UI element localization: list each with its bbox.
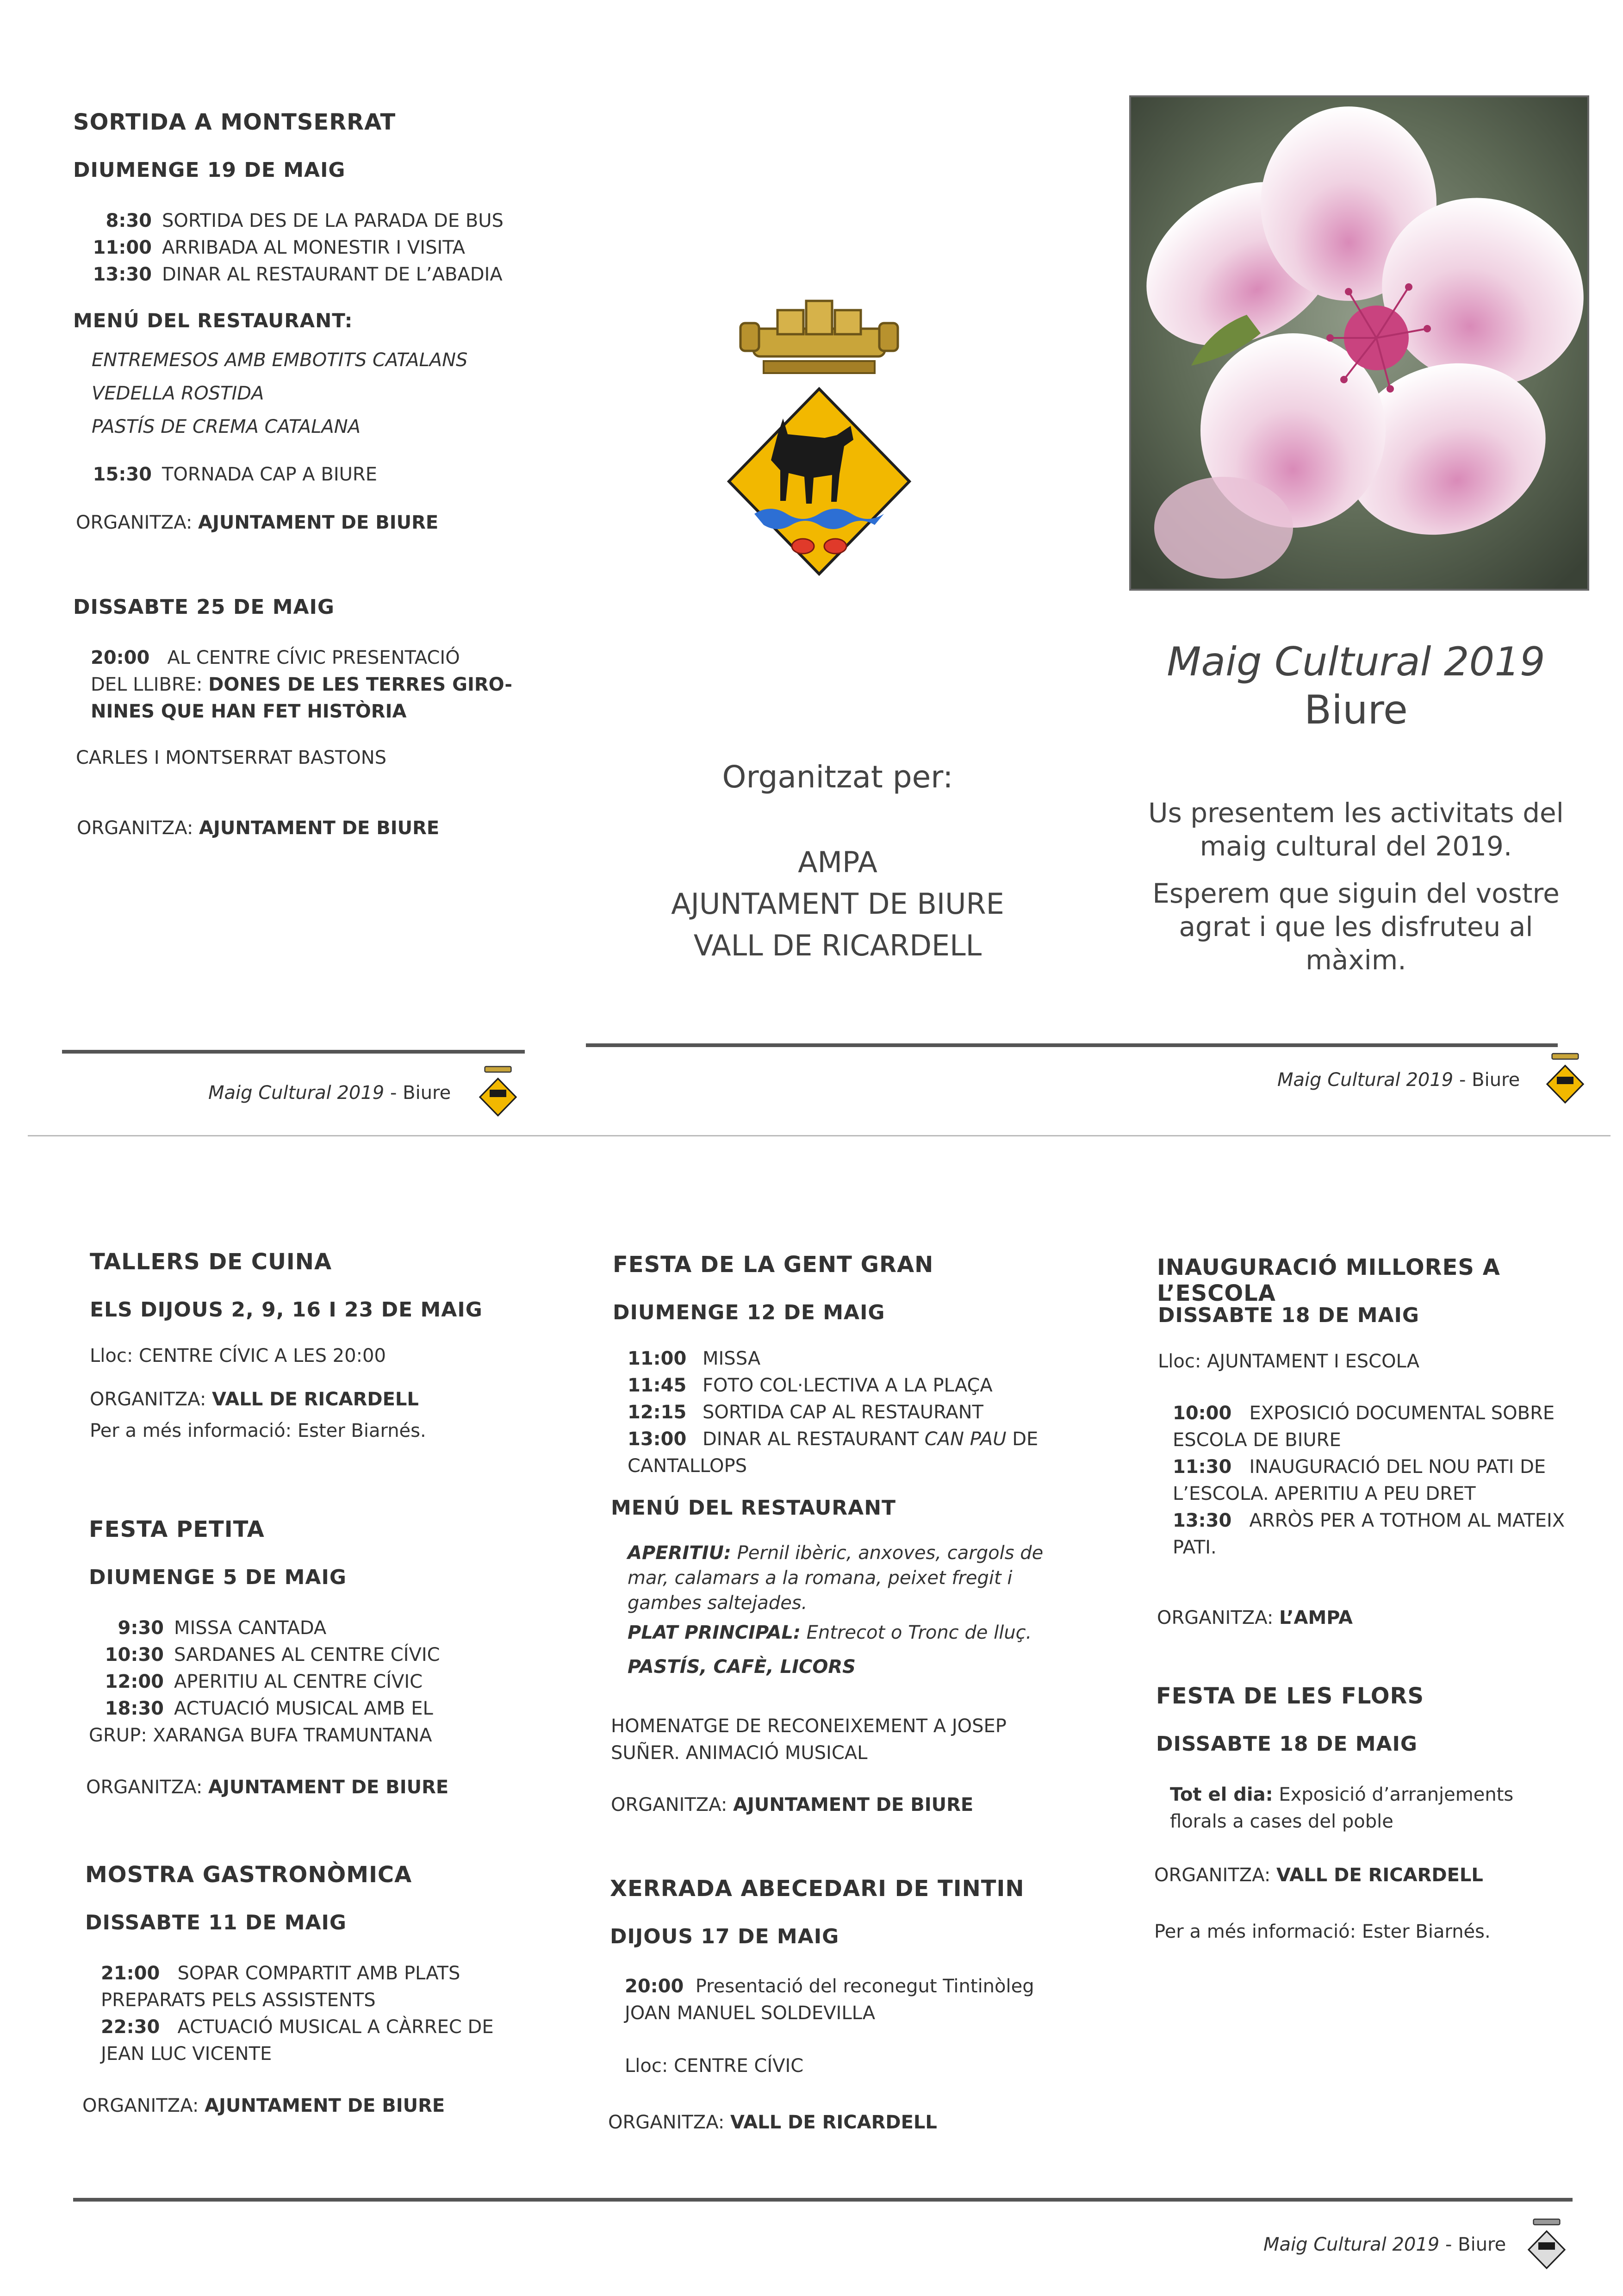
schedule-return: 15:30 TORNADA CAP A BIURE: [93, 464, 377, 485]
divider: [62, 1050, 525, 1054]
coat-of-arms-icon: [722, 296, 916, 583]
footer-bottom: Maig Cultural 2019 - Biure: [1263, 2234, 1506, 2255]
organizer-line: ORGANITZA: VALL DE RICARDELL: [608, 2112, 937, 2133]
section-date-sortida: DIUMENGE 19 DE MAIG: [73, 158, 346, 182]
schedule-row: 18:30 ACTUACIÓ MUSICAL AMB EL: [105, 1698, 433, 1719]
schedule-mostra: 21:00 SOPAR COMPARTIT AMB PLATS PREPARATS PELS ASSISTENTS 22:30 ACTUACIÓ MUSICAL A CÀRREC DE JEAN LUC VICENTE: [101, 1963, 494, 2065]
organizer-item: VALL DE RICARDELL: [693, 929, 982, 962]
organizers-list: [602, 842, 1074, 967]
event-flors: Tot el dia: Exposició d’arranjements florals a cases del poble: [1170, 1784, 1514, 1832]
menu-title: MENÚ DEL RESTAURANT:: [73, 309, 353, 332]
section-title-tintin: XERRADA ABECEDARI DE TINTIN: [610, 1876, 1025, 1902]
intro-text-2: Esperem que siguin del vostre agrat i que les disfruteu al màxim.: [1152, 878, 1560, 976]
menu-aperitiu: APERITIU: Pernil ibèric, anxoves, cargols de mar, calamars a la romana, peixet fregit i gambes saltejades.: [628, 1542, 1044, 1614]
divider: [73, 2198, 1573, 2202]
main-title: Maig Cultural 2019: [1167, 639, 1545, 685]
place-tintin: Lloc: CENTRE CÍVIC: [625, 2055, 804, 2077]
schedule-row: 9:30 MISSA CANTADA: [118, 1617, 327, 1639]
organizer-line: ORGANITZA: AJUNTAMENT DE BIURE: [76, 512, 439, 533]
organizer-line: ORGANITZA: AJUNTAMENT DE BIURE: [82, 2095, 445, 2116]
section-date-llibre: DISSABTE 25 DE MAIG: [73, 595, 335, 619]
event-tintin: 20:00 Presentació del reconegut Tintinòleg JOAN MANUEL SOLDEVILLA: [625, 1976, 1034, 2024]
event-llibre: 20:00 AL CENTRE CÍVIC PRESENTACIÓ DEL LLIBRE: DONES DE LES TERRES GIRO- NINES QUE HAN FET HISTÒRIA: [91, 647, 513, 722]
menu-plat: PLAT PRINCIPAL: Entrecot o Tronc de lluç.: [628, 1622, 1032, 1643]
schedule-row: 11:00 ARRIBADA AL MONESTIR I VISITA: [93, 237, 465, 258]
menu-item: ENTREMESOS AMB EMBOTITS CATALANS: [92, 349, 468, 371]
organizer-line: ORGANITZA: L’AMPA: [1157, 1607, 1353, 1628]
divider: [586, 1043, 1558, 1047]
main-subtitle: Biure: [1304, 687, 1408, 733]
section-title-festa-petita: FESTA PETITA: [89, 1516, 265, 1542]
section-date-mostra: DISSABTE 11 DE MAIG: [85, 1911, 347, 1934]
organizer-item: AJUNTAMENT DE BIURE: [671, 887, 1004, 921]
organized-by-label: Organitzat per:: [722, 759, 953, 795]
menu-item: PASTÍS DE CREMA CATALANA: [92, 416, 361, 437]
schedule-row: 12:00 APERITIU AL CENTRE CÍVIC: [105, 1671, 423, 1692]
footer-left: Maig Cultural 2019 - Biure: [208, 1082, 451, 1104]
footer-crest-icon: [1527, 2213, 1566, 2270]
section-title-tallers: TALLERS DE CUINA: [90, 1249, 332, 1275]
place-tallers: Lloc: CENTRE CÍVIC A LES 20:00: [90, 1345, 386, 1366]
organizer-line: ORGANITZA: AJUNTAMENT DE BIURE: [611, 1794, 974, 1816]
section-title-escola: INAUGURACIÓ MILLORES A L’ESCOLA: [1157, 1254, 1500, 1306]
section-title-flors: FESTA DE LES FLORS: [1156, 1683, 1424, 1709]
schedule-row: 11:45 FOTO COL·LECTIVA A LA PLAÇA: [628, 1375, 993, 1396]
section-date-tintin: DIJOUS 17 DE MAIG: [610, 1925, 839, 1948]
place-escola: Lloc: AJUNTAMENT I ESCOLA: [1158, 1351, 1420, 1372]
footer-crest-icon: [1546, 1047, 1585, 1104]
homenatge: HOMENATGE DE RECONEIXEMENT A JOSEP SUÑER. ANIMACIÓ MUSICAL: [611, 1716, 1007, 1764]
info-line: Per a més informació: Ester Biarnés.: [90, 1420, 426, 1441]
section-date-gent-gran: DIUMENGE 12 DE MAIG: [613, 1301, 885, 1324]
section-title-sortida: SORTIDA A MONTSERRAT: [73, 109, 396, 135]
section-title-gent-gran: FESTA DE LA GENT GRAN: [613, 1252, 934, 1278]
section-date-flors: DISSABTE 18 DE MAIG: [1156, 1732, 1418, 1756]
menu-list: [92, 343, 467, 443]
schedule-row: 8:30 SORTIDA DES DE LA PARADA DE BUS: [106, 210, 504, 231]
authors: CARLES I MONTSERRAT BASTONS: [76, 747, 387, 768]
schedule-gent-gran: 11:00 MISSA 11:45 FOTO COL·LECTIVA A LA PLAÇA 12:15 SORTIDA CAP AL RESTAURANT 13:00 DINAR AL RESTAURANT CAN PAU DE CANTALLOPS: [628, 1345, 1038, 1479]
info-line: Per a més informació: Ester Biarnés.: [1154, 1921, 1491, 1942]
section-title-mostra: MOSTRA GASTRONÒMICA: [85, 1862, 412, 1888]
organizer-line: ORGANITZA: AJUNTAMENT DE BIURE: [86, 1777, 449, 1798]
schedule-row: 13:30 DINAR AL RESTAURANT DE L’ABADIA: [93, 264, 503, 285]
schedule-row: GRUP: XARANGA BUFA TRAMUNTANA: [89, 1725, 432, 1746]
schedule-sortida: [73, 207, 504, 288]
organizer-line: ORGANITZA: AJUNTAMENT DE BIURE: [77, 817, 440, 839]
schedule-row: 11:00 MISSA: [628, 1348, 761, 1369]
section-date-tallers: ELS DIJOUS 2, 9, 16 I 23 DE MAIG: [90, 1298, 483, 1322]
menu-item: VEDELLA ROSTIDA: [92, 383, 264, 404]
blossom-photo: [1129, 95, 1589, 591]
blossom-image: [1131, 97, 1587, 589]
menu-postres: PASTÍS, CAFÈ, LICORS: [628, 1656, 856, 1678]
footer-crest-icon: [479, 1060, 517, 1117]
schedule-festa-petita: [89, 1615, 440, 1749]
intro-text-1: Us presentem les activitats del maig cultural del 2019.: [1148, 797, 1564, 862]
schedule-row: 13:00 DINAR AL RESTAURANT CAN PAU DE: [628, 1429, 1038, 1450]
section-date-escola: DISSABTE 18 DE MAIG: [1158, 1304, 1420, 1327]
footer-right: Maig Cultural 2019 - Biure: [1277, 1069, 1520, 1091]
organizer-line: ORGANITZA: VALL DE RICARDELL: [1154, 1865, 1483, 1886]
fold-line: [28, 1135, 1611, 1136]
section-date-festa-petita: DIUMENGE 5 DE MAIG: [89, 1566, 347, 1589]
schedule-row: 10:30 SARDANES AL CENTRE CÍVIC: [105, 1644, 440, 1666]
menu-title: MENÚ DEL RESTAURANT: [611, 1496, 896, 1520]
organizer-line: ORGANITZA: VALL DE RICARDELL: [90, 1389, 419, 1410]
organizer-item: AMPA: [798, 845, 877, 879]
schedule-row: 12:15 SORTIDA CAP AL RESTAURANT: [628, 1402, 983, 1423]
schedule-escola: 10:00 EXPOSICIÓ DOCUMENTAL SOBRE ESCOLA DE BIURE 11:30 INAUGURACIÓ DEL NOU PATI DE L’ESCOLA. APERITIU A PEU DRET 13:30 ARRÒS PER A TOTHOM AL MATEIX PATI.: [1173, 1403, 1565, 1558]
biure-coat-of-arms: [722, 296, 916, 583]
